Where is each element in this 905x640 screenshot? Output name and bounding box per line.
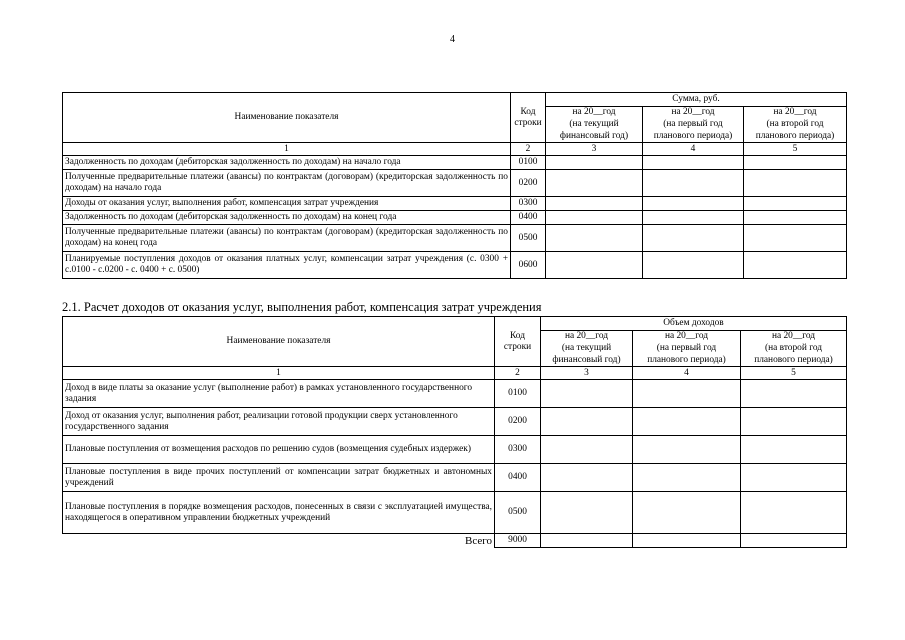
income-table bbox=[62, 316, 847, 548]
page-number: 4 bbox=[450, 34, 455, 45]
total-code: 9000 bbox=[495, 534, 541, 548]
row-code: 0100 bbox=[511, 156, 546, 170]
header-year-current-l3: финансовый год) bbox=[541, 355, 633, 367]
header-year-current-l2: (на текущий bbox=[541, 343, 633, 355]
header-row-code: Код строки bbox=[511, 93, 546, 143]
header-sum: Сумма, руб. bbox=[546, 93, 847, 107]
col-num-4: 4 bbox=[633, 367, 741, 380]
col-num-1: 1 bbox=[63, 143, 511, 156]
value-cell[interactable] bbox=[541, 408, 633, 436]
value-cell[interactable] bbox=[741, 436, 847, 464]
value-cell[interactable] bbox=[546, 225, 643, 252]
col-num-2: 2 bbox=[495, 367, 541, 380]
table-row bbox=[63, 156, 847, 170]
value-cell[interactable] bbox=[633, 408, 741, 436]
row-code: 0200 bbox=[511, 170, 546, 197]
header-year-plan1-l1: на 20__год bbox=[633, 331, 741, 343]
total-row bbox=[63, 534, 847, 548]
table-row bbox=[63, 464, 847, 492]
header-year-plan2-l1: на 20__год bbox=[744, 107, 847, 119]
row-code: 0200 bbox=[495, 408, 541, 436]
header-year-current-l1: на 20__год bbox=[541, 331, 633, 343]
row-code: 0400 bbox=[511, 211, 546, 225]
value-cell[interactable] bbox=[643, 156, 744, 170]
row-name: Плановые поступления в виде прочих поступлений от компенсации затрат бюджетных и автономных учреждений bbox=[63, 464, 495, 492]
value-cell[interactable] bbox=[744, 156, 847, 170]
header-year-plan2-l2: (на второй год bbox=[744, 119, 847, 131]
value-cell[interactable] bbox=[741, 534, 847, 548]
header-year-plan2-l2: (на второй год bbox=[741, 343, 847, 355]
row-name: Доходы от оказания услуг, выполнения работ, компенсация затрат учреждения bbox=[63, 197, 511, 211]
header-year-current-l1: на 20__год bbox=[546, 107, 643, 119]
value-cell[interactable] bbox=[541, 436, 633, 464]
col-num-5: 5 bbox=[741, 367, 847, 380]
col-num-2: 2 bbox=[511, 143, 546, 156]
header-indicator-name: Наименование показателя bbox=[63, 93, 511, 143]
row-name: Доход от оказания услуг, выполнения работ, реализации готовой продукции сверх установленного государственного задания bbox=[63, 408, 495, 436]
row-name: Задолженность по доходам (дебиторская задолженность по доходам) на начало года bbox=[63, 156, 511, 170]
header-year-current-l2: (на текущий bbox=[546, 119, 643, 131]
value-cell[interactable] bbox=[546, 156, 643, 170]
value-cell[interactable] bbox=[541, 492, 633, 534]
row-code: 0100 bbox=[495, 380, 541, 408]
value-cell[interactable] bbox=[744, 197, 847, 211]
table-row bbox=[63, 197, 847, 211]
row-name: Полученные предварительные платежи (авансы) по контрактам (договорам) (кредиторская задолженность по доходам) на конец года bbox=[63, 225, 511, 252]
value-cell[interactable] bbox=[741, 464, 847, 492]
row-code: 0500 bbox=[495, 492, 541, 534]
col-num-4: 4 bbox=[643, 143, 744, 156]
table-row bbox=[63, 252, 847, 279]
receivables-table bbox=[62, 92, 847, 279]
header-year-plan1-l3: планового периода) bbox=[643, 131, 744, 143]
value-cell[interactable] bbox=[546, 252, 643, 279]
value-cell[interactable] bbox=[643, 197, 744, 211]
header-year-plan1-l2: (на первый год bbox=[643, 119, 744, 131]
row-code: 0500 bbox=[511, 225, 546, 252]
col-num-5: 5 bbox=[744, 143, 847, 156]
value-cell[interactable] bbox=[633, 380, 741, 408]
row-name: Доход в виде платы за оказание услуг (выполнение работ) в рамках установленного государственного задания bbox=[63, 380, 495, 408]
row-code: 0400 bbox=[495, 464, 541, 492]
table-row bbox=[63, 225, 847, 252]
row-code: 0600 bbox=[511, 252, 546, 279]
value-cell[interactable] bbox=[633, 436, 741, 464]
value-cell[interactable] bbox=[643, 225, 744, 252]
header-year-plan1-l1: на 20__год bbox=[643, 107, 744, 119]
row-name: Полученные предварительные платежи (авансы) по контрактам (договорам) (кредиторская задолженность по доходам) на начало года bbox=[63, 170, 511, 197]
value-cell[interactable] bbox=[541, 464, 633, 492]
value-cell[interactable] bbox=[744, 170, 847, 197]
value-cell[interactable] bbox=[541, 534, 633, 548]
total-label: Всего bbox=[63, 534, 495, 548]
table-row bbox=[63, 380, 847, 408]
value-cell[interactable] bbox=[744, 211, 847, 225]
row-code: 0300 bbox=[495, 436, 541, 464]
value-cell[interactable] bbox=[633, 534, 741, 548]
header-indicator-name: Наименование показателя bbox=[63, 317, 495, 367]
table-row bbox=[63, 436, 847, 464]
value-cell[interactable] bbox=[633, 464, 741, 492]
value-cell[interactable] bbox=[741, 408, 847, 436]
row-name: Плановые поступления в порядке возмещения расходов, понесенных в связи с эксплуатацией имущества, находящегося в оперативном управлении бюджетных учреждений bbox=[63, 492, 495, 534]
value-cell[interactable] bbox=[546, 211, 643, 225]
value-cell[interactable] bbox=[643, 170, 744, 197]
col-num-1: 1 bbox=[63, 367, 495, 380]
value-cell[interactable] bbox=[643, 252, 744, 279]
header-year-plan1-l2: (на первый год bbox=[633, 343, 741, 355]
row-code: 0300 bbox=[511, 197, 546, 211]
value-cell[interactable] bbox=[633, 492, 741, 534]
value-cell[interactable] bbox=[546, 197, 643, 211]
col-num-3: 3 bbox=[541, 367, 633, 380]
header-row-code: Код строки bbox=[495, 317, 541, 367]
header-year-plan2-l1: на 20__год bbox=[741, 331, 847, 343]
row-name: Плановые поступления от возмещения расходов по решению судов (возмещения судебных издержек) bbox=[63, 436, 495, 464]
col-num-3: 3 bbox=[546, 143, 643, 156]
value-cell[interactable] bbox=[741, 380, 847, 408]
header-volume: Объем доходов bbox=[541, 317, 847, 331]
table-row bbox=[63, 492, 847, 534]
value-cell[interactable] bbox=[541, 380, 633, 408]
row-name: Задолженность по доходам (дебиторская задолженность по доходам) на конец года bbox=[63, 211, 511, 225]
value-cell[interactable] bbox=[741, 492, 847, 534]
header-year-plan1-l3: планового периода) bbox=[633, 355, 741, 367]
header-year-current-l3: финансовый год) bbox=[546, 131, 643, 143]
table-row bbox=[63, 170, 847, 197]
value-cell[interactable] bbox=[546, 170, 643, 197]
value-cell[interactable] bbox=[744, 252, 847, 279]
header-year-plan2-l3: планового периода) bbox=[744, 131, 847, 143]
row-name: Планируемые поступления доходов от оказания платных услуг, компенсации затрат учреждения (с. 0300 + с.0100 - с.0200 - с. 0400 + с. 0500) bbox=[63, 252, 511, 279]
value-cell[interactable] bbox=[744, 225, 847, 252]
table-row bbox=[63, 408, 847, 436]
table-row bbox=[63, 211, 847, 225]
value-cell[interactable] bbox=[643, 211, 744, 225]
header-year-plan2-l3: планового периода) bbox=[741, 355, 847, 367]
section-title: 2.1. Расчет доходов от оказания услуг, выполнения работ, компенсация затрат учреждения bbox=[62, 300, 542, 314]
